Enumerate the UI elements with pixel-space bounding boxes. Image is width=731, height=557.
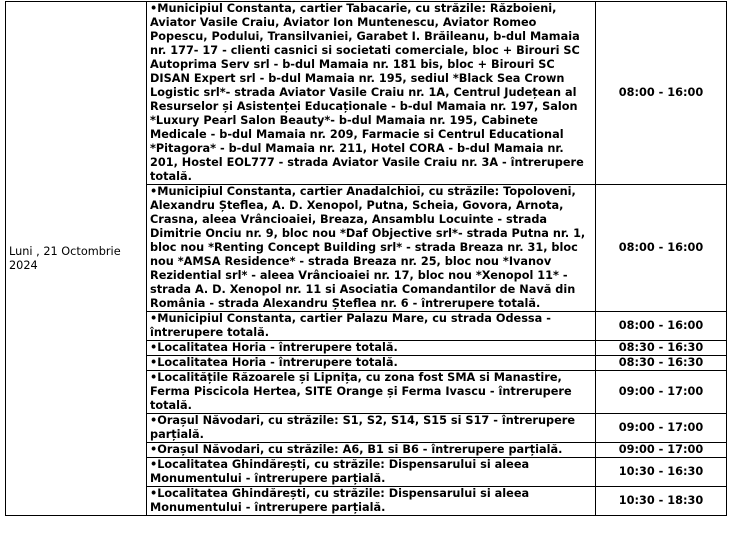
outage-schedule-table: [5, 1, 727, 516]
outage-time: 10:30 - 16:30: [596, 458, 727, 487]
outage-time: 08:00 - 16:00: [596, 2, 727, 185]
outage-description: •Municipiul Constanta, cartier Tabacarie, cu străzile: Războieni, Aviator Vasile Craiu, Aviator Ion Muntenescu, Aviator Romeo Popescu, Podului, Transilvaniei, Garabet I. Brăileanu, b-dul Mamaia nr. 177- 17 - clienti casnici si societati comerciale, bloc + Birouri SC Autoprima Serv srl - b-dul Mamaia nr. 181 bis, bloc + Birouri SC DISAN Expert srl - b-dul Mamaia nr. 195, sediul *Black Sea Crown Logistic srl*- strada Aviator Vasile Craiu nr. 1A, Centrul Județean al Resurselor și Asistenței Educaționale - b-dul Mamaia nr. 197, Salon *Luxury Pearl Salon Beauty*- b-dul Mamaia nr. 195, Cabinete Medicale - b-dul Mamaia nr. 209, Farmacie si Centrul Educational *Pitagora* - b-dul Mamaia nr. 211, Hotel CORA - b-dul Mamaia nr. 201, Hostel EOL777 - strada Aviator Vasile Craiu nr. 3A - întrerupere totală.: [147, 2, 596, 185]
outage-time: 08:00 - 16:00: [596, 312, 727, 341]
outage-description: •Localitatea Ghindărești, cu străzile: Dispensarului si aleea Monumentului - întrerupere parțială.: [147, 487, 596, 516]
outage-time: 09:00 - 17:00: [596, 371, 727, 414]
outage-description: •Orașul Năvodari, cu străzile: S1, S2, S14, S15 si S17 - întrerupere parțială.: [147, 414, 596, 443]
table-row: [6, 2, 727, 185]
outage-time: 08:30 - 16:30: [596, 356, 727, 371]
date-cell: Luni , 21 Octombrie 2024: [6, 2, 147, 516]
outage-description: •Municipiul Constanta, cartier Anadalchioi, cu străzile: Topoloveni, Alexandru Șteflea, A. D. Xenopol, Putna, Scheia, Govora, Arnota, Crasna, aleea Vrâncioaiei, Breaza, Ansamblu Locuinte - strada Dimitrie Onciu nr. 9, bloc nou *Daf Objective srl*- strada Putna nr. 1, bloc nou *Renting Concept Building srl* - strada Breaza nr. 31, bloc nou *AMSA Residence* - strada Breaza nr. 25, bloc nou *Ivanov Rezidential srl* - aleea Vrâncioaiei nr. 17, bloc nou *Xenopol 11* - strada A. D. Xenopol nr. 11 si Asociatia Comandantilor de Navă din România - strada Alexandru Șteflea nr. 6 - întrerupere totală.: [147, 185, 596, 312]
outage-description: •Municipiul Constanta, cartier Palazu Mare, cu strada Odessa - întrerupere totală.: [147, 312, 596, 341]
outage-description: •Localitatea Ghindărești, cu străzile: Dispensarului si aleea Monumentului - întrerupere parțială.: [147, 458, 596, 487]
outage-time: 10:30 - 18:30: [596, 487, 727, 516]
outage-description: •Localitatea Horia - întrerupere totală.: [147, 356, 596, 371]
outage-time: 09:00 - 17:00: [596, 414, 727, 443]
outage-time: 09:00 - 17:00: [596, 443, 727, 458]
outage-description: •Orașul Năvodari, cu străzile: A6, B1 si B6 - întrerupere parțială.: [147, 443, 596, 458]
outage-time: 08:30 - 16:30: [596, 341, 727, 356]
outage-description: •Localitatea Horia - întrerupere totală.: [147, 341, 596, 356]
outage-description: •Localitățile Răzoarele și Lipnița, cu zona fost SMA si Manastire, Ferma Piscicola Hertea, SITE Orange și Ferma Ivascu - întrerupere totală.: [147, 371, 596, 414]
outage-time: 08:00 - 16:00: [596, 185, 727, 312]
